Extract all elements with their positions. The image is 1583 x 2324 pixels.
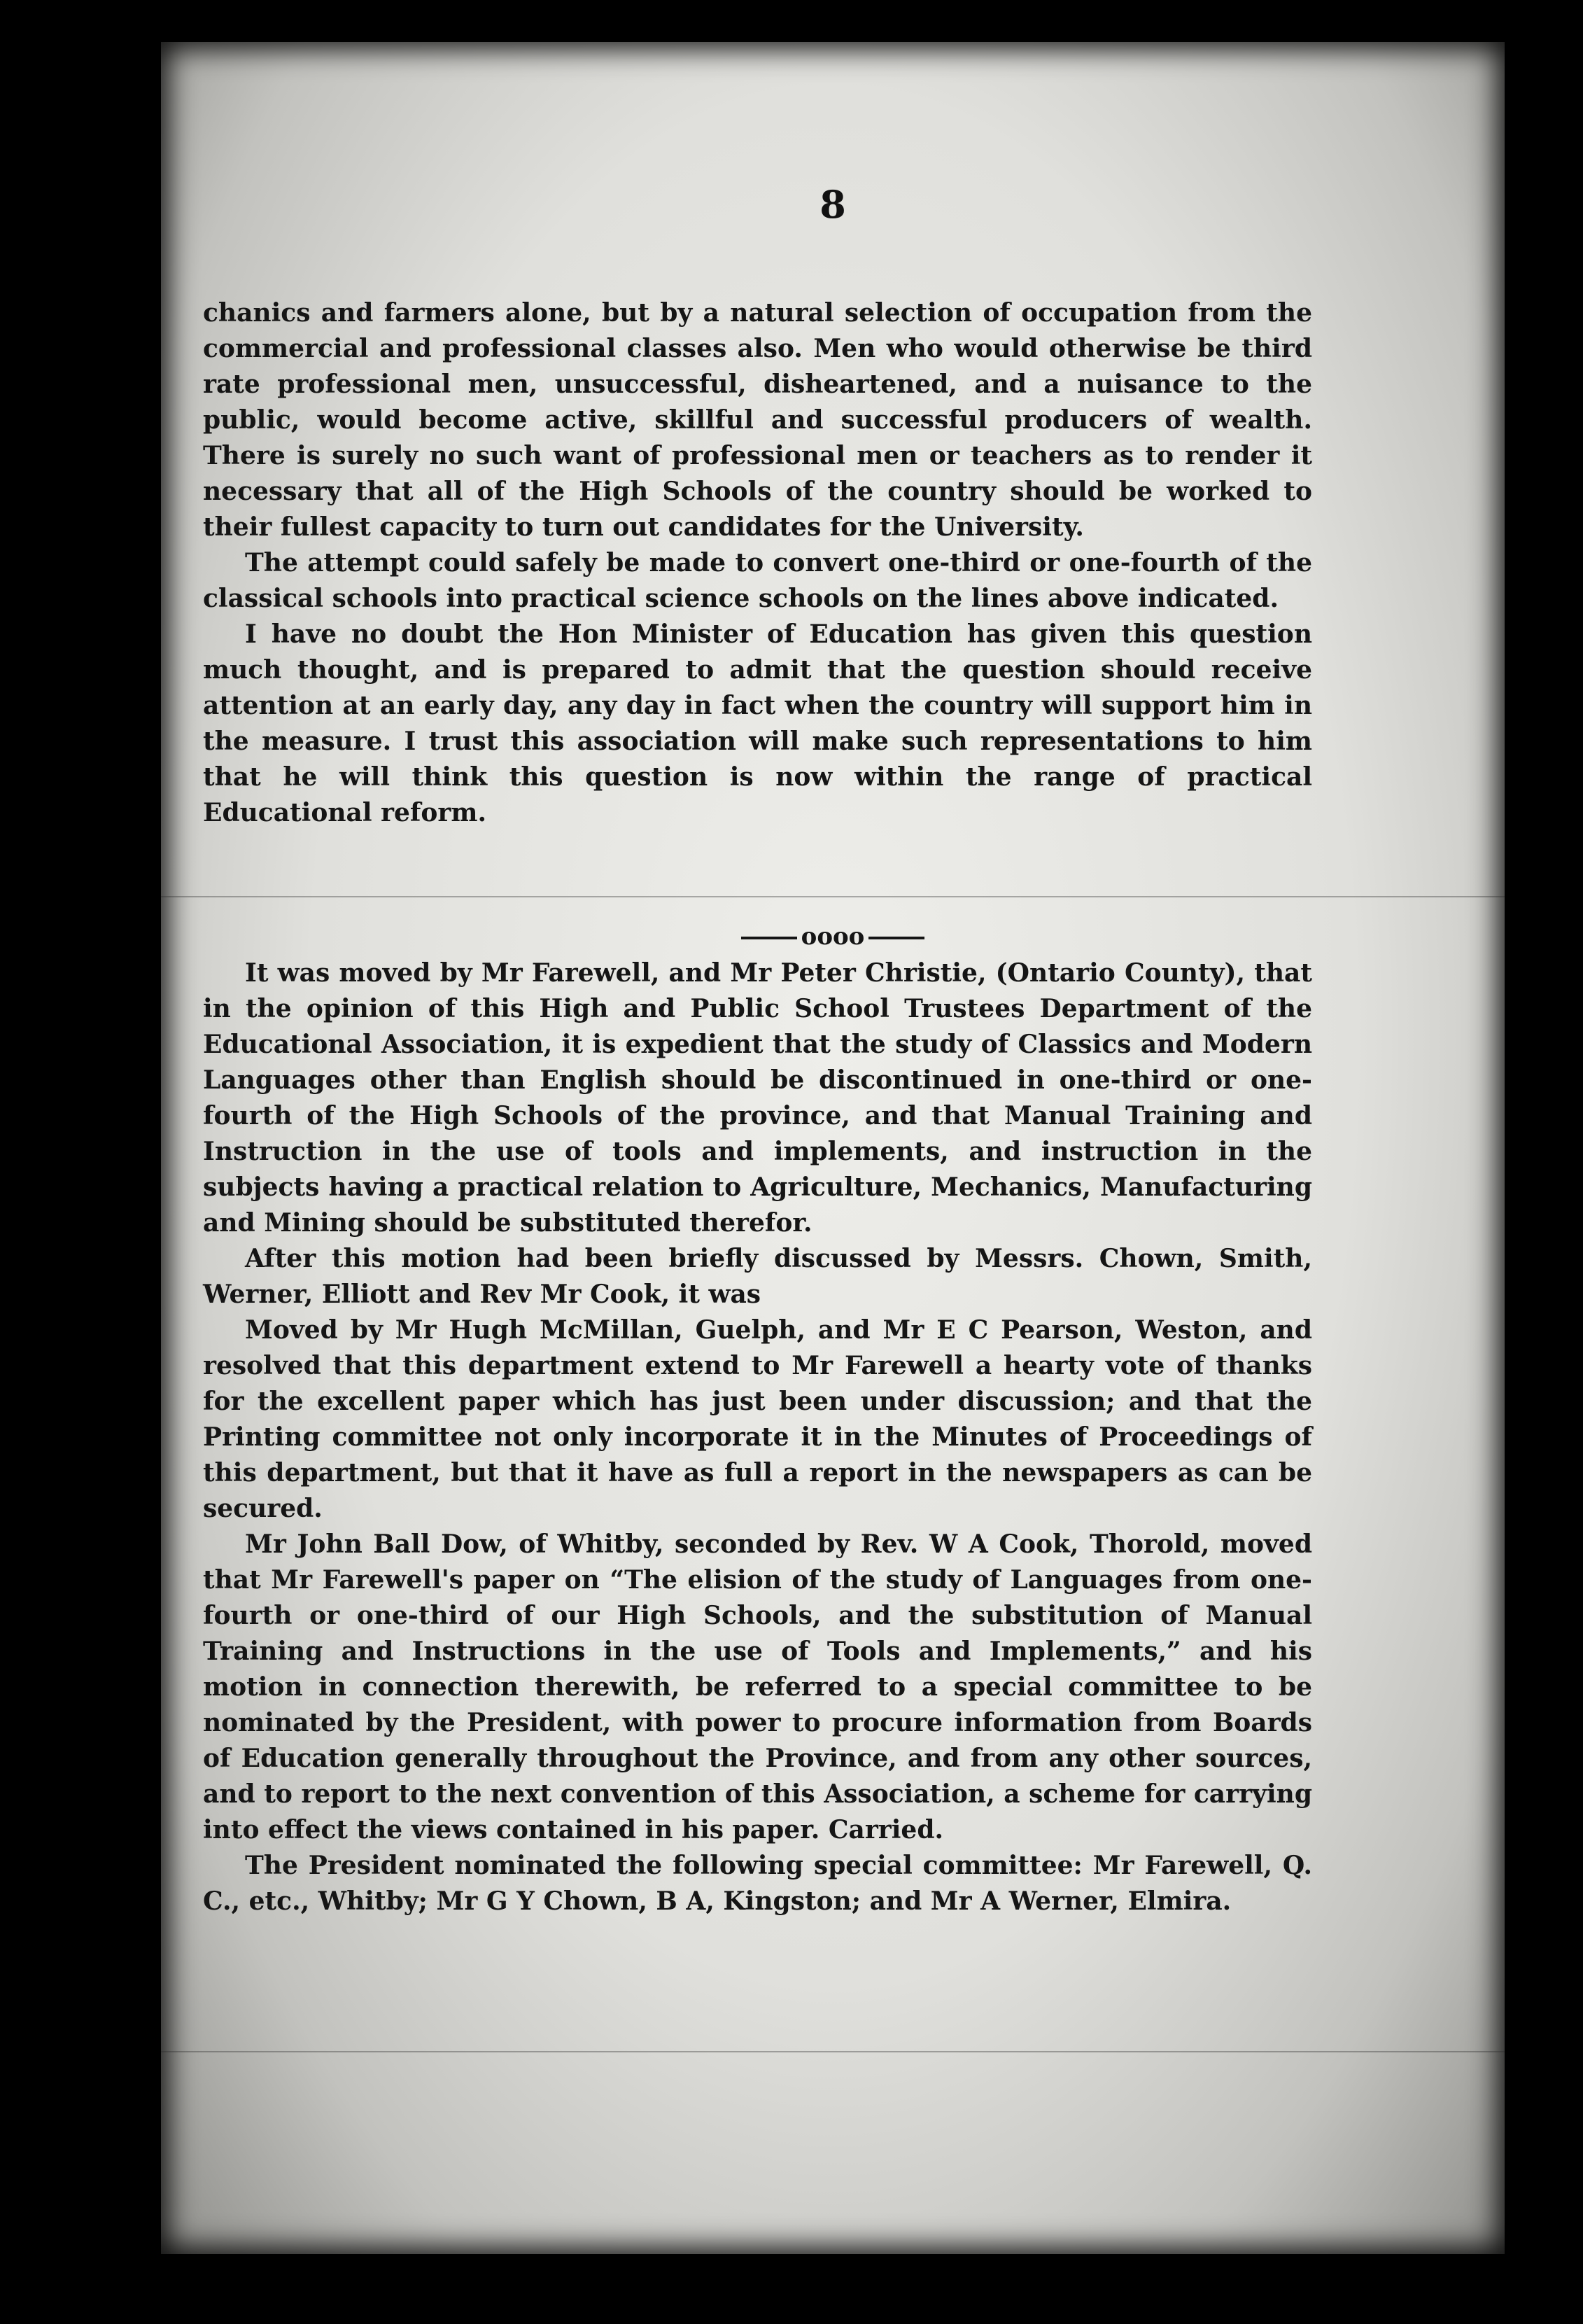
paragraph: The attempt could safely be made to convert one-third or one-fourth of the classical schools into practical science schools on the lines above indicated.: [203, 548, 1312, 613]
scan-artifact-line: [161, 2051, 1505, 2052]
paragraph: chanics and farmers alone, but by a natural selection of occupation from the commercial and professional classes also. Men who would otherwise be third rate professional men, unsuccessful, disheartened, and a nuisance to the public, would become active, skillful and successful producers of wealth. There is surely no such want of professional men or teachers as to render it necessary that all of the High Schools of the country should be worked to their fullest capacity to turn out candidates for the University.: [203, 298, 1312, 542]
scan-artifact-line: [161, 896, 1505, 897]
page-number: 8: [819, 182, 846, 227]
bottom-text-block: [203, 955, 1312, 1919]
divider-rule-right: [868, 937, 924, 939]
scanned-page: [161, 42, 1505, 2254]
top-text-block: [203, 295, 1312, 831]
paragraph: The President nominated the following special committee: Mr Farewell, Q. C., etc., Whitby; Mr G Y Chown, B A, Kingston; and Mr A Werner, Elmira.: [203, 1851, 1312, 1916]
paragraph: After this motion had been briefly discussed by Messrs. Chown, Smith, Werner, Elliott and Rev Mr Cook, it was: [203, 1244, 1312, 1309]
paragraph: I have no doubt the Hon Minister of Education has given this question much thought, and is prepared to admit that the question should receive attention at an early day, any day in fact when the country will support him in the measure. I trust this association will make such representations to him that he will think this question is now within the range of practical Educational reform.: [203, 620, 1312, 827]
paragraph: Mr John Ball Dow, of Whitby, seconded by Rev. W A Cook, Thorold, moved that Mr Farewell's paper on “The elision of the study of Languages from one-fourth or one-third of our High Schools, and the substitution of Manual Training and Instructions in the use of Tools and Implements,” and his motion in connection therewith, be referred to a special committee to be nominated by the President, with power to procure information from Boards of Education generally throughout the Province, and from any other sources, and to report to the next convention of this Association, a scheme for carrying into effect the views contained in his paper. Carried.: [203, 1530, 1312, 1844]
section-divider: [161, 923, 1505, 951]
paragraph: Moved by Mr Hugh McMillan, Guelph, and Mr E C Pearson, Weston, and resolved that this department extend to Mr Farewell a hearty vote of thanks for the excellent paper which has just been under discussion; and that the Printing committee not only incorporate it in the Minutes of Proceedings of this department, but that it have as full a report in the newspapers as can be secured.: [203, 1315, 1312, 1523]
divider-ornament: oooo: [801, 923, 865, 951]
divider-rule-left: [741, 937, 797, 939]
paragraph: It was moved by Mr Farewell, and Mr Peter Christie, (Ontario County), that in the opinion of this High and Public School Trustees Department of the Educational Association, it is expedient that the study of Classics and Modern Languages other than English should be discontinued in one-third or one-fourth of the High Schools of the province, and that Manual Training and Instruction in the use of tools and implements, and instruction in the subjects having a practical relation to Agriculture, Mechanics, Manufacturing and Mining should be substituted therefor.: [203, 958, 1312, 1238]
